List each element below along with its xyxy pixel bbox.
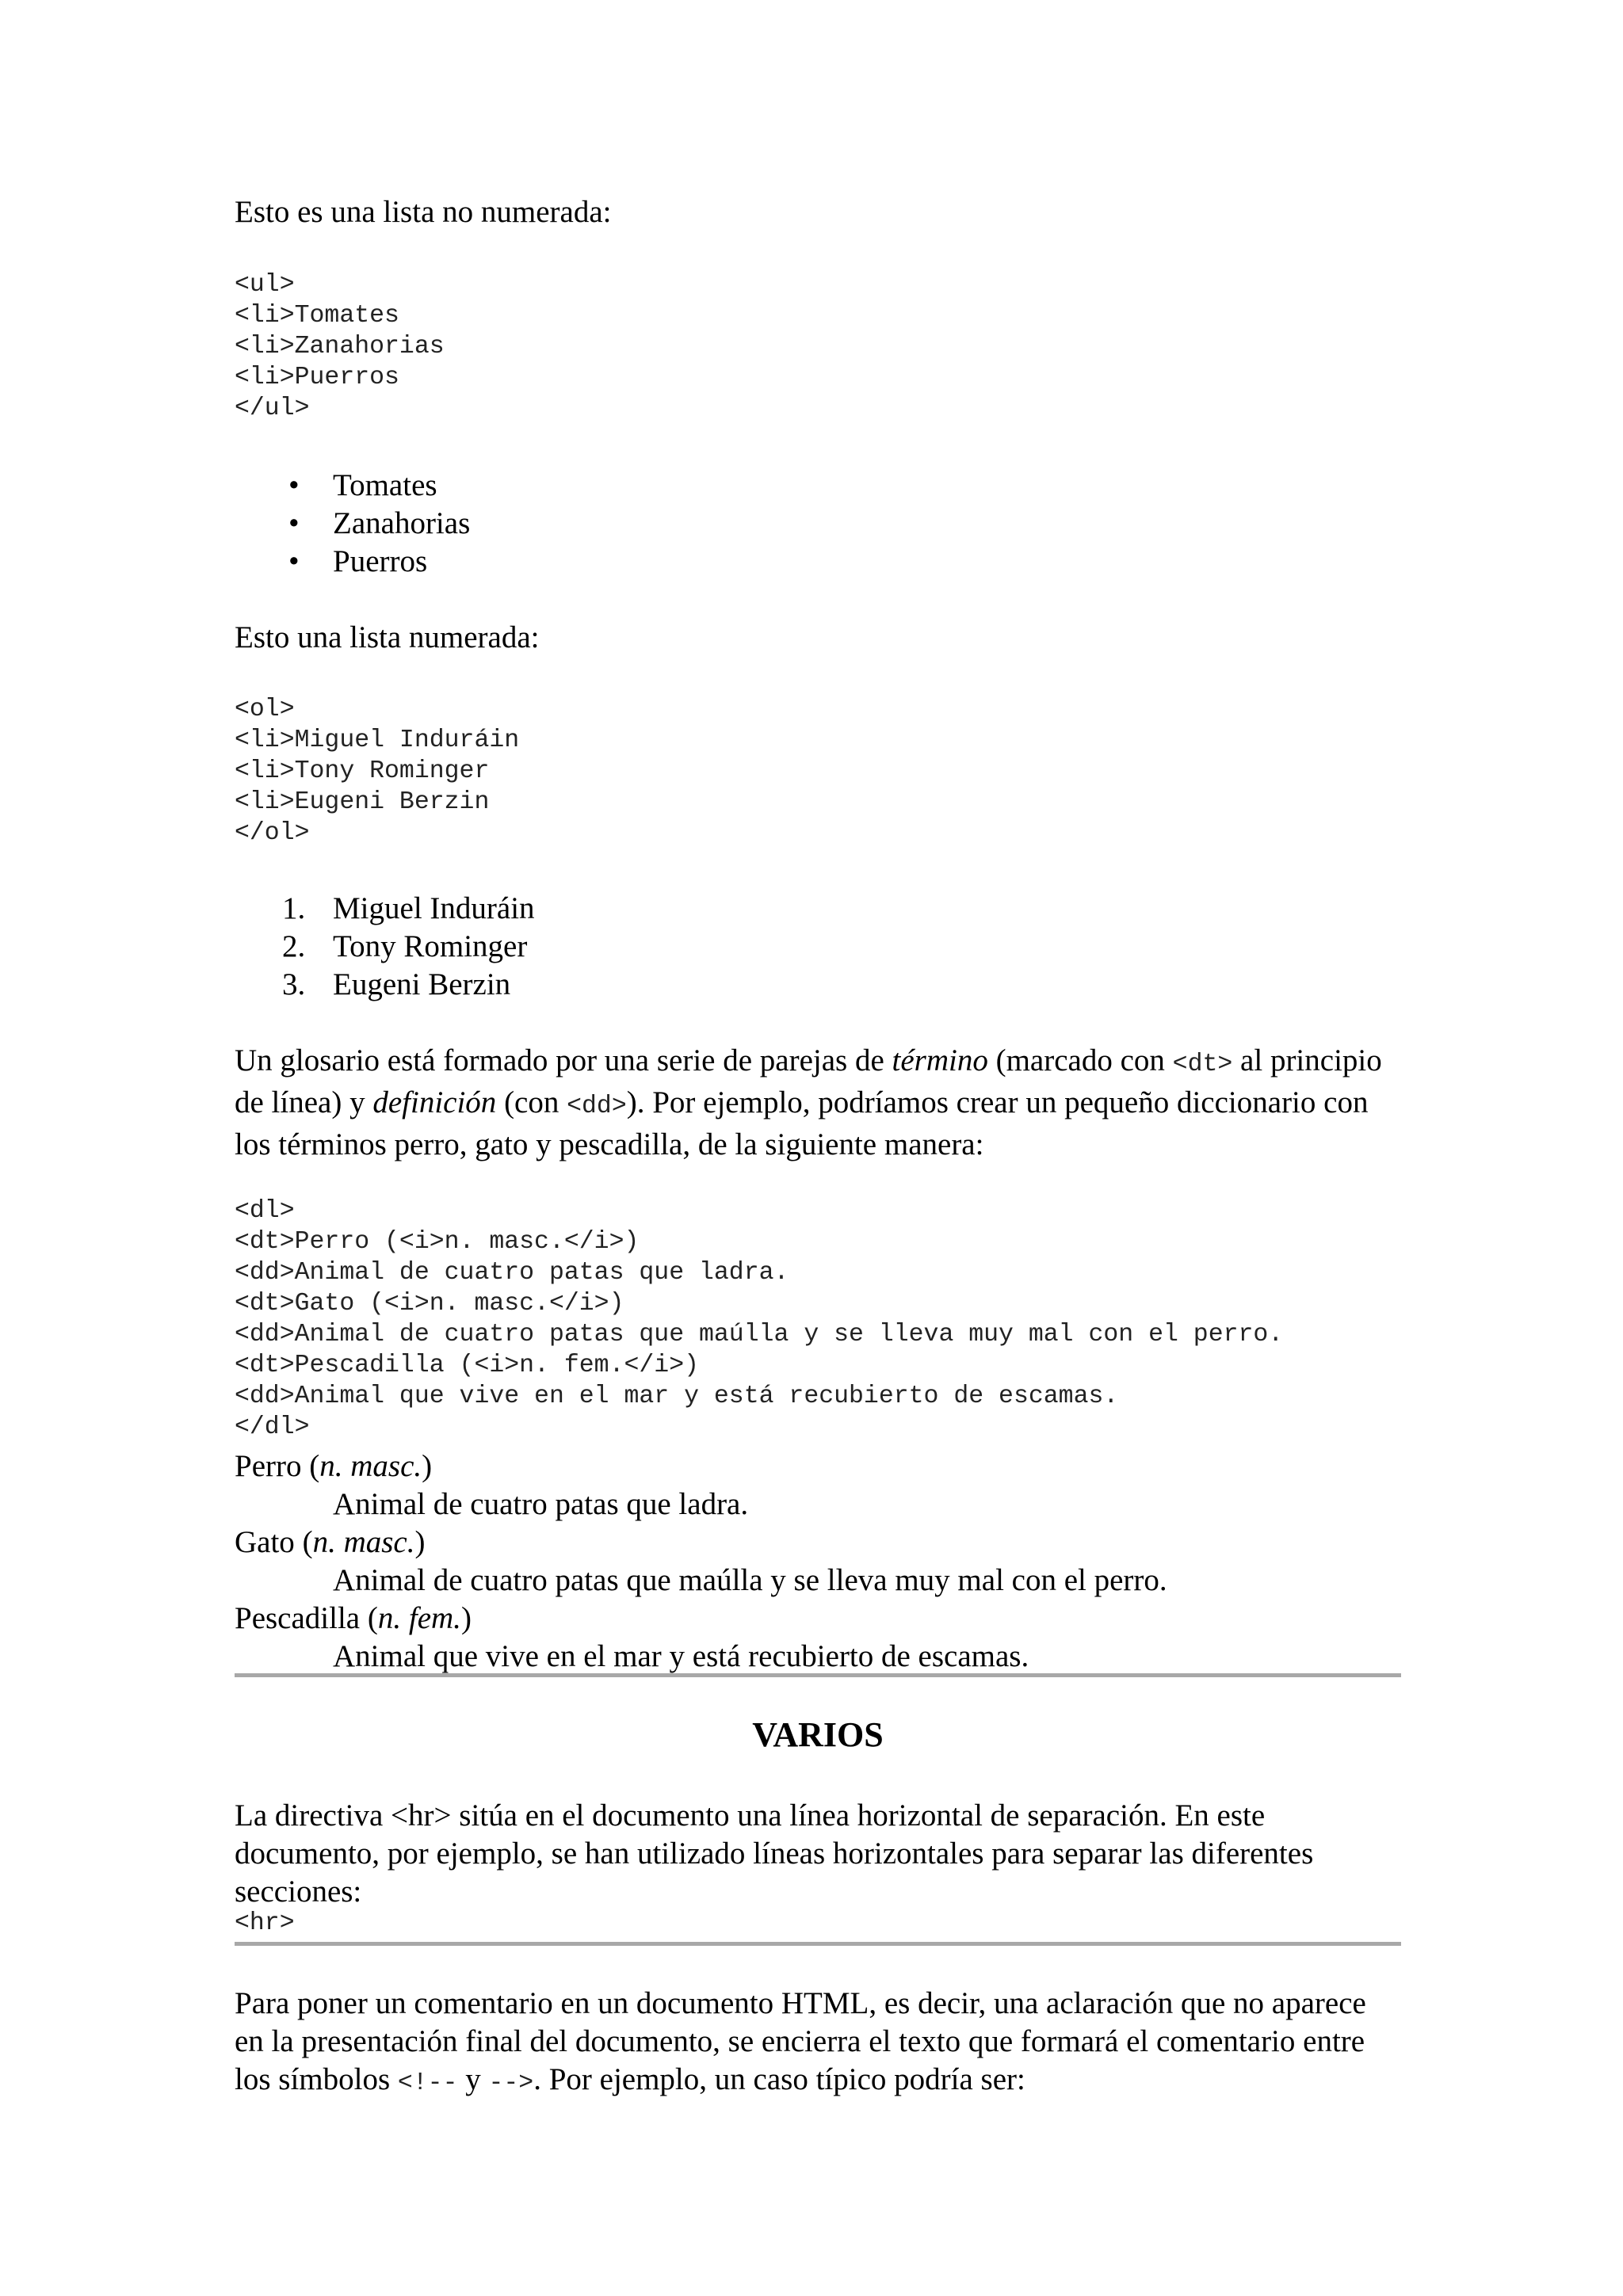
- definition-emphasis: definición: [372, 1085, 497, 1119]
- section-divider: [235, 1942, 1401, 1946]
- list-item: • Tomates: [235, 467, 470, 505]
- glossary-definition: Animal que vive en el mar y está recubierto de escamas.: [333, 1639, 1029, 1673]
- list-number: 1.: [282, 891, 306, 925]
- text-run: . Por ejemplo, un caso típico podría ser:: [533, 2062, 1025, 2096]
- list-item: • Puerros: [235, 543, 470, 581]
- intro-ordered-text: Esto una lista numerada:: [235, 620, 540, 654]
- list-item-text: Eugeni Berzin: [333, 967, 511, 1001]
- code-unordered-block: <ul> <li>Tomates <li>Zanahorias <li>Puerros </ul>: [235, 271, 445, 422]
- list-item: [235, 890, 535, 928]
- term-gender: n. fem.: [377, 1601, 461, 1635]
- text-run: Para poner un comentario en un documento HTML, es decir, una aclaración que no aparece en la presentación final del documento, se encierra el texto que formará el comentario entre los símbolos: [235, 1986, 1366, 2096]
- term-gender: n. masc.: [312, 1525, 415, 1559]
- intro-unordered-text: Esto es una lista no numerada:: [235, 195, 612, 229]
- text-run: (marcado con: [987, 1043, 1173, 1077]
- hr-code: <hr>: [235, 1909, 295, 1937]
- text-run: ). Por ejemplo, podríamos crear un pequeño diccionario con los términos perro, gato y pescadilla, de la siguiente manera:: [235, 1085, 1369, 1161]
- term-gender: n. masc.: [319, 1449, 422, 1483]
- glossary-term: Perro (n. masc.): [235, 1449, 433, 1483]
- list-item-text: Miguel Induráin: [333, 891, 535, 925]
- list-number: 2.: [282, 929, 306, 963]
- code-ordered-block: <ol> <li>Miguel Induráin <li>Tony Rominger <li>Eugeni Berzin </ol>: [235, 696, 520, 847]
- term-emphasis: término: [892, 1043, 988, 1077]
- comment-paragraph: [235, 1985, 1401, 2103]
- text-run: Un glosario está formado por una serie de parejas de: [235, 1043, 892, 1077]
- inline-code: <!--: [397, 2069, 458, 2097]
- ordered-list: [235, 890, 535, 1004]
- section-title: VARIOS: [752, 1715, 884, 1754]
- code-glossary-block: <dl> <dt>Perro (<i>n. masc.</i>) <dd>Animal de cuatro patas que ladra. <dt>Gato (<i>n. masc.</i>) <dd>Animal de cuatro patas que maúlla y se lleva muy mal con el perro. <dt>Pescadilla (<i>n. fem.</i>) <dd>Animal que vive en el mar y está recubierto de escamas. </dl>: [235, 1197, 1284, 1441]
- inline-code: <dd>: [567, 1093, 627, 1120]
- glossary-term: Gato (n. masc.): [235, 1525, 426, 1559]
- term-text: Gato: [235, 1525, 295, 1559]
- inline-code: <dt>: [1172, 1051, 1233, 1078]
- hr-paragraph: La directiva <hr> sitúa en el documento una línea horizontal de separación. En este documento, por ejemplo, se han utilizado líneas horizontales para separar las diferentes secciones:: [235, 1798, 1314, 1909]
- unordered-list: [235, 467, 470, 581]
- inline-code: -->: [488, 2069, 534, 2097]
- glossary-definition: Animal de cuatro patas que maúlla y se lleva muy mal con el perro.: [333, 1563, 1167, 1597]
- term-text: Perro: [235, 1449, 302, 1483]
- list-number: 3.: [282, 967, 306, 1001]
- text-run: y: [457, 2062, 489, 2096]
- glossary-paragraph: [235, 1042, 1401, 1164]
- term-text: Pescadilla: [235, 1601, 361, 1635]
- section-divider: [235, 1673, 1401, 1677]
- glossary-list: [235, 1447, 1167, 1676]
- text-run: (con: [496, 1085, 567, 1119]
- text-run: al principio de línea) y: [235, 1043, 1382, 1119]
- list-item: [235, 966, 535, 1004]
- list-item-text: Tony Rominger: [333, 929, 528, 963]
- glossary-term: Pescadilla (n. fem.): [235, 1601, 472, 1635]
- list-item: [235, 928, 535, 966]
- glossary-definition: Animal de cuatro patas que ladra.: [333, 1487, 749, 1521]
- list-item: • Zanahorias: [235, 505, 470, 543]
